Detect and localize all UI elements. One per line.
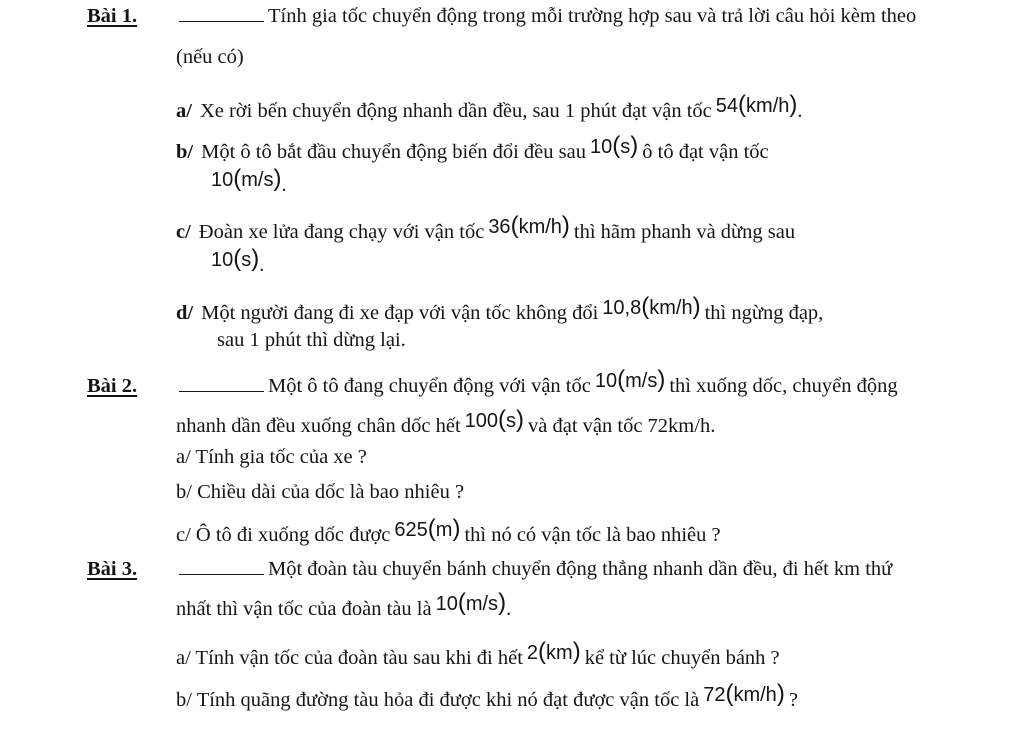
bai3-qa-text1: a/ Tính vận tốc của đoàn tàu sau khi đi hết — [176, 647, 523, 669]
bai3-heading: Bài 3. — [87, 558, 138, 580]
bai3-text1: Một đoàn tàu chuyển bánh chuyển động thẳng nhanh dần đều, đi hết km thứ — [268, 558, 893, 580]
item-label-d: d/ — [176, 302, 194, 324]
period: . — [797, 100, 803, 122]
math-unit: km/h — [649, 297, 693, 319]
math-number: 100 — [464, 410, 499, 432]
math-unit: m — [435, 519, 453, 541]
item-label-c: c/ — [176, 221, 191, 243]
bai3-qb-text2: ? — [788, 689, 798, 711]
math-number: 54 — [715, 95, 739, 117]
bai2-line-2 — [176, 406, 716, 437]
math-number: 36 — [488, 216, 511, 238]
math-36-kmh: 36(km/h) — [488, 212, 570, 239]
math-unit: km/h — [746, 95, 790, 117]
math-72-kmh: 72(km/h) — [703, 680, 785, 707]
item-label-b: b/ — [176, 141, 194, 163]
math-number: 2 — [526, 642, 539, 664]
math-number: 625 — [394, 519, 428, 541]
period: . — [259, 254, 265, 276]
math-unit: m/s — [241, 169, 274, 191]
bai1-a-text: Xe rời bến chuyển động nhanh dần đều, sau 1 phút đạt vận tốc — [199, 100, 712, 122]
heading-underline — [179, 391, 264, 392]
bai1-d-text2: thì ngừng đạp, — [704, 302, 824, 324]
heading-underline — [179, 574, 264, 575]
bai1-item-c-cont — [211, 245, 265, 276]
bai3-qa-text2: kể từ lúc chuyển bánh ? — [584, 647, 780, 669]
bai2-qc-text1: c/ Ô tô đi xuống dốc được — [176, 524, 391, 546]
math-unit: km/h — [733, 684, 777, 706]
bai3-question-b — [176, 680, 798, 711]
math-number: 10 — [590, 136, 613, 158]
math-10-ms-b3: 10(m/s) — [435, 589, 507, 616]
bai1-item-d — [176, 293, 824, 324]
period: . — [281, 174, 287, 196]
bai1-item-c — [176, 212, 796, 243]
bai1-heading: Bài 1. — [87, 5, 138, 27]
period: . — [506, 598, 512, 620]
math-unit: s — [241, 249, 252, 271]
bai1-title-line — [87, 6, 916, 27]
math-10-ms-b2: 10(m/s) — [594, 366, 666, 393]
math-number: 10 — [211, 249, 234, 271]
bai2-qc-text2: thì nó có vận tốc là bao nhiêu ? — [464, 524, 721, 546]
bai1-title-cont: (nếu có) — [176, 46, 244, 68]
math-10-s-c: 10(s) — [211, 245, 260, 272]
bai2-text4: và đạt vận tốc 72km/h. — [528, 415, 716, 437]
bai2-line-1 — [87, 366, 898, 397]
math-100-s: 100(s) — [464, 406, 525, 433]
math-54-kmh: 54(km/h) — [715, 91, 798, 118]
math-unit: s — [620, 136, 631, 158]
bai1-d-text3: sau 1 phút thì dừng lại. — [217, 329, 406, 351]
bai2-question-c — [176, 515, 721, 546]
bai1-c-text1: Đoàn xe lửa đang chạy với vận tốc — [198, 221, 485, 243]
bai2-text1: Một ô tô đang chuyển động với vận tốc — [268, 375, 591, 397]
bai2-text2: thì xuống dốc, chuyển động — [669, 375, 898, 397]
bai3-qb-text1: b/ Tính quãng đường tàu hỏa đi được khi nó đạt được vận tốc là — [176, 689, 700, 711]
math-625-m: 625(m) — [394, 515, 461, 542]
bai2-question-b: b/ Chiều dài của dốc là bao nhiêu ? — [176, 481, 465, 503]
bai2-heading: Bài 2. — [87, 375, 138, 397]
bai1-item-b — [176, 132, 769, 163]
math-10-8-kmh: 10,8(km/h) — [602, 293, 701, 320]
math-unit: m/s — [625, 370, 658, 392]
math-10-ms: 10(m/s) — [211, 165, 282, 192]
bai1-b-text1: Một ô tô bắt đầu chuyển động biến đổi đều sau — [201, 141, 586, 163]
bai3-text2: nhất thì vận tốc của đoàn tàu là — [176, 598, 432, 620]
bai3-line-2 — [176, 589, 512, 620]
bai1-c-text2: thì hãm phanh và dừng sau — [573, 221, 796, 243]
bai1-title: Tính gia tốc chuyển động trong mỗi trường hợp sau và trả lời câu hỏi kèm theo — [268, 5, 917, 27]
bai2-question-a: a/ Tính gia tốc của xe ? — [176, 446, 367, 468]
math-number: 10 — [594, 370, 618, 392]
math-number: 10 — [211, 169, 234, 191]
math-number: 72 — [703, 684, 726, 706]
item-label-a: a/ — [176, 100, 192, 122]
math-unit: km/h — [518, 216, 562, 238]
heading-underline — [179, 21, 264, 22]
bai2-text3: nhanh dần đều xuống chân dốc hết — [176, 415, 461, 437]
math-10-s: 10(s) — [590, 132, 639, 159]
bai1-b-text2: ô tô đạt vận tốc — [642, 141, 769, 163]
bai1-item-a — [176, 91, 803, 122]
math-number: 10,8 — [602, 297, 642, 319]
bai3-question-a — [176, 638, 780, 669]
math-number: 10 — [435, 593, 458, 615]
math-unit: m/s — [465, 593, 499, 615]
bai1-d-text1: Một người đang đi xe đạp với vận tốc không đổi — [201, 302, 599, 324]
math-unit: km — [546, 642, 573, 664]
math-2-km: 2(km) — [526, 638, 581, 665]
math-unit: s — [506, 410, 517, 432]
bai1-item-b-cont — [211, 165, 287, 196]
bai3-line-1 — [87, 559, 892, 580]
